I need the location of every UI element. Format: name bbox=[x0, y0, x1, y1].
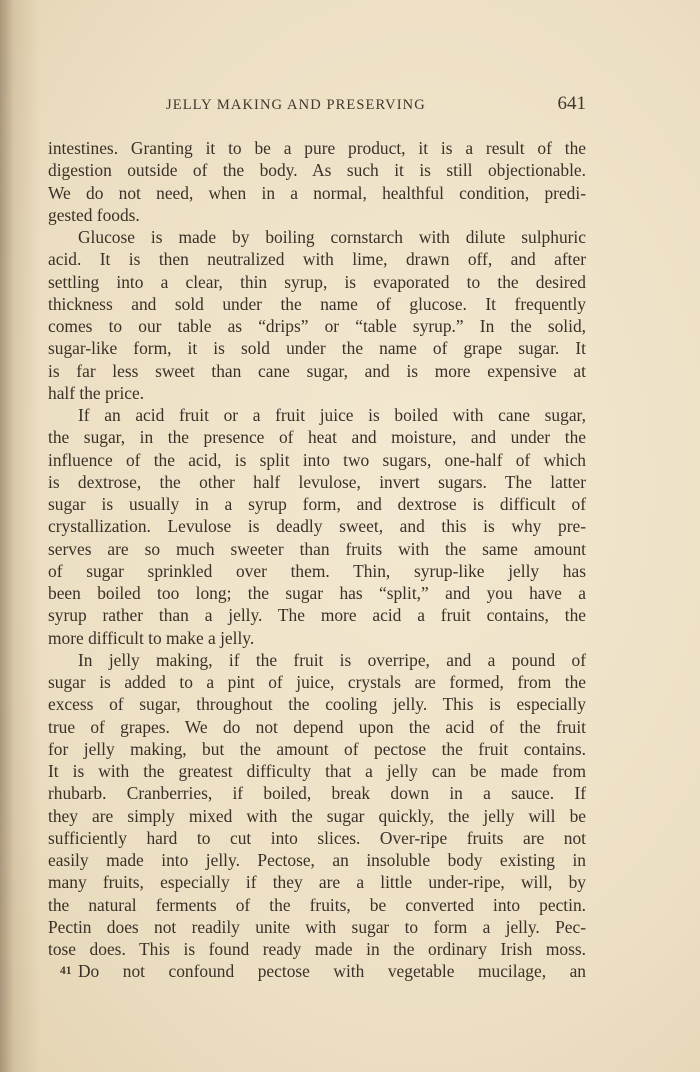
text-line: more difficult to make a jelly. bbox=[48, 627, 255, 648]
text-line: half the price. bbox=[48, 382, 145, 403]
text-line: thickness and sold under the name of glucose. It frequently bbox=[48, 293, 586, 314]
text-line: sugar is usually in a syrup form, and dextrose is difficult of bbox=[48, 494, 586, 514]
text-line: the sugar, in the presence of heat and moisture, and under the bbox=[48, 427, 586, 448]
text-line: is dextrose, the other half levulose, invert sugars. The latter bbox=[48, 471, 586, 492]
text-line: many fruits, especially if they are a little under-ripe, will, by bbox=[48, 872, 586, 893]
text-line: rhubarb. Cranberries, if boiled, break down in a sauce. If bbox=[48, 783, 586, 804]
body-text bbox=[48, 137, 586, 983]
text-line: true of grapes. We do not depend upon the acid of the fruit bbox=[48, 716, 586, 737]
page-header bbox=[166, 93, 586, 121]
text-line: digestion outside of the body. As such it is still objectionable. bbox=[48, 160, 586, 181]
text-line: intestines. Granting it to be a pure product, it is a result of the bbox=[48, 138, 586, 158]
text-line: is far less sweet than cane sugar, and is more expensive at bbox=[48, 360, 586, 381]
text-line: In jelly making, if the fruit is overripe, and a pound of bbox=[78, 649, 586, 670]
text-line: sugar is added to a pint of juice, crystals are formed, from the bbox=[48, 672, 586, 692]
text-line: sufficiently hard to cut into slices. Over-ripe fruits are not bbox=[48, 827, 586, 848]
text-line: It is with the greatest difficulty that a jelly can be made from bbox=[48, 761, 586, 781]
text-line: of sugar sprinkled over them. Thin, syrup-like jelly has bbox=[48, 560, 586, 581]
text-line: settling into a clear, thin syrup, is evaporated to the desired bbox=[48, 271, 586, 292]
text-line: influence of the acid, is split into two sugars, one-half of which bbox=[48, 449, 586, 470]
text-line: gested foods. bbox=[48, 204, 140, 225]
text-line: Glucose is made by boiling cornstarch with dilute sulphuric bbox=[78, 227, 586, 247]
text-line: comes to our table as “drips” or “table syrup.” In the solid, bbox=[48, 316, 586, 336]
page-number: 641 bbox=[557, 93, 586, 114]
text-line: excess of sugar, throughout the cooling jelly. This is especially bbox=[48, 694, 586, 715]
text-line: been boiled too long; the sugar has “split,” and you have a bbox=[48, 583, 586, 603]
text-line: they are simply mixed with the sugar quickly, the jelly will be bbox=[48, 805, 586, 826]
text-line: We do not need, when in a normal, healthful condition, predi- bbox=[48, 182, 586, 203]
text-line: tose does. This is found ready made in the ordinary Irish moss. bbox=[48, 939, 586, 959]
text-line: If an acid fruit or a fruit juice is boiled with cane sugar, bbox=[78, 405, 586, 425]
text-line: sugar-like form, it is sold under the name of grape sugar. It bbox=[48, 338, 586, 359]
text-line: easily made into jelly. Pectose, an insoluble body existing in bbox=[48, 850, 586, 870]
text-line: serves are so much sweeter than fruits with the same amount bbox=[48, 538, 586, 559]
text-line: the natural ferments of the fruits, be converted into pectin. bbox=[48, 894, 586, 915]
text-line: for jelly making, but the amount of pectose the fruit contains. bbox=[48, 738, 586, 759]
text-line: acid. It is then neutralized with lime, drawn off, and after bbox=[48, 249, 586, 270]
text-line: syrup rather than a jelly. The more acid a fruit contains, the bbox=[48, 605, 586, 626]
text-line: Do not confound pectose with vegetable mucilage, an bbox=[78, 961, 586, 982]
text-line: crystallization. Levulose is deadly sweet, and this is why pre- bbox=[48, 516, 586, 537]
text-line: Pectin does not readily unite with sugar to form a jelly. Pec- bbox=[48, 916, 586, 937]
running-head: JELLY MAKING AND PRESERVING bbox=[166, 97, 426, 113]
signature-mark: 41 bbox=[60, 965, 72, 977]
